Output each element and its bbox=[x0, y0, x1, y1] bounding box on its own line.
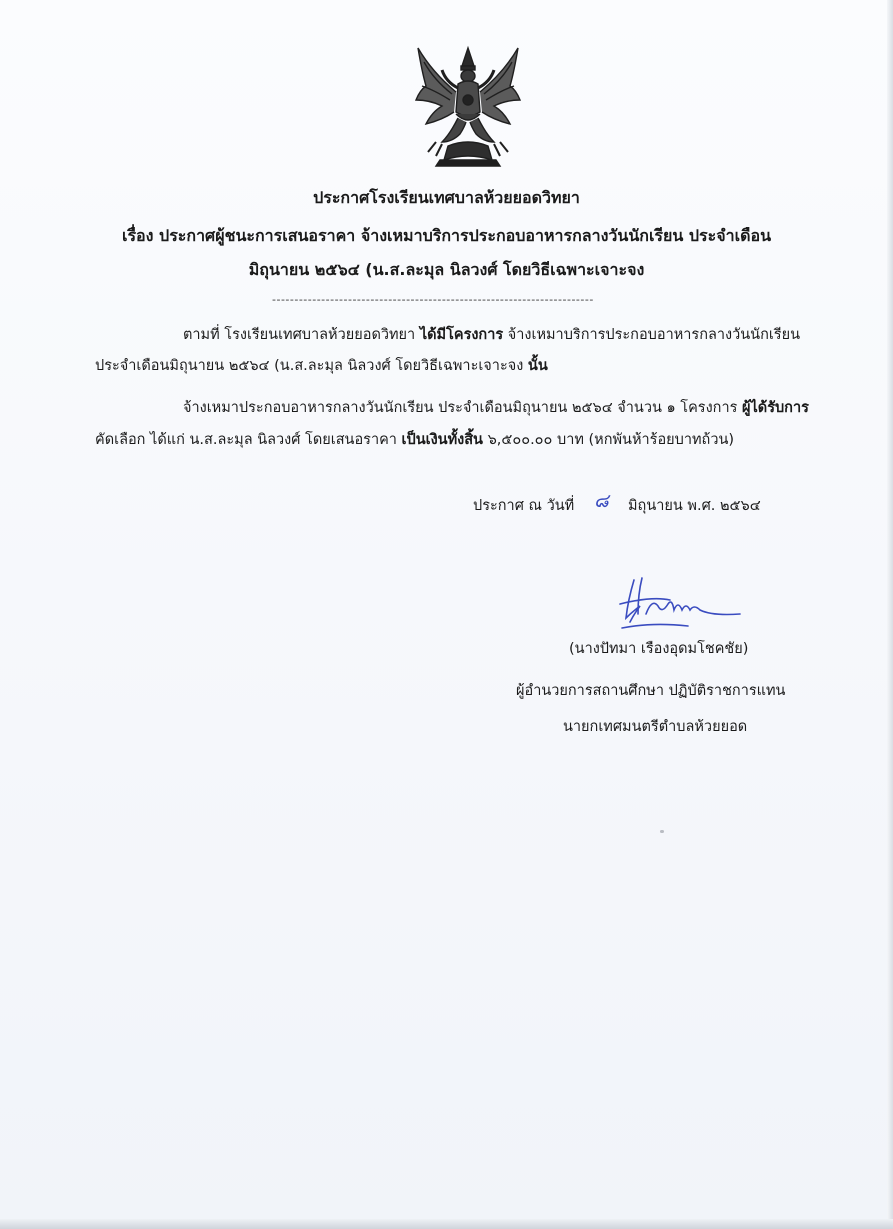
p2-text-e: ๖,๕๐๐.๐๐ บาท (หกพันห้าร้อยบาทถ้วน) bbox=[487, 432, 735, 448]
p1-text-a: ตามที่ โรงเรียนเทศบาลห้วยยอดวิทยา bbox=[183, 327, 416, 343]
p2-text-b: ผู้ได้รับการ bbox=[741, 400, 809, 416]
signatory-position-2: นายกเทศมนตรีตำบลห้วยยอด bbox=[563, 719, 748, 735]
announcement-subject: เรื่อง ประกาศผู้ชนะการเสนอราคา จ้างเหมาบริการประกอบอาหารกลางวันนักเรียน ประจำเดือน bbox=[121, 226, 771, 245]
p1-text-c: จ้างเหมาบริการประกอบอาหารกลางวันนักเรียน bbox=[507, 327, 800, 343]
paragraph-2-line-1 bbox=[183, 396, 809, 419]
paragraph-2-line-2 bbox=[95, 428, 734, 451]
p1-text-d: ประจำเดือนมิถุนายน ๒๕๖๔ (น.ส.ละมุล นิลวงศ์ โดยวิธีเฉพาะเจาะจง bbox=[95, 358, 524, 374]
divider-rule: ------------------------------------------------------------------------ bbox=[272, 293, 594, 306]
announcement-subject-cont: มิถุนายน ๒๕๖๔ (น.ส.ละมุล นิลวงศ์ โดยวิธีเฉพาะเจาะจง bbox=[248, 260, 645, 279]
p2-text-a: จ้างเหมาประกอบอาหารกลางวันนักเรียน ประจำเดือนมิถุนายน ๒๕๖๔ จำนวน ๑ โครงการ bbox=[183, 400, 738, 416]
p1-text-b: ได้มีโครงการ bbox=[419, 327, 504, 343]
p2-text-c: คัดเลือก ได้แก่ น.ส.ละมุล นิลวงศ์ โดยเสนอราคา bbox=[95, 432, 397, 448]
paper-speck bbox=[660, 830, 664, 833]
page-edge-bottom bbox=[0, 1219, 893, 1229]
signatory-position: ผู้อำนวยการสถานศึกษา ปฏิบัติราชการแทน bbox=[516, 683, 786, 699]
date-day-handwritten: ๘ bbox=[594, 490, 609, 512]
p1-text-e: นั้น bbox=[527, 358, 548, 374]
paragraph-1-line-2 bbox=[95, 354, 548, 377]
date-prefix: ประกาศ ณ วันที่ bbox=[473, 498, 575, 514]
signature-icon bbox=[612, 570, 752, 640]
announcement-title: ประกาศโรงเรียนเทศบาลห้วยยอดวิทยา bbox=[313, 188, 580, 207]
garuda-emblem-icon bbox=[412, 42, 524, 172]
page-edge-right bbox=[887, 0, 893, 1229]
paragraph-1-line-1 bbox=[183, 323, 800, 346]
date-month-year: มิถุนายน พ.ศ. ๒๕๖๔ bbox=[628, 498, 761, 514]
p2-text-d: เป็นเงินทั้งสิ้น bbox=[401, 432, 483, 448]
signatory-name: (นางปัทมา เรืองอุดมโชคชัย) bbox=[569, 641, 749, 657]
